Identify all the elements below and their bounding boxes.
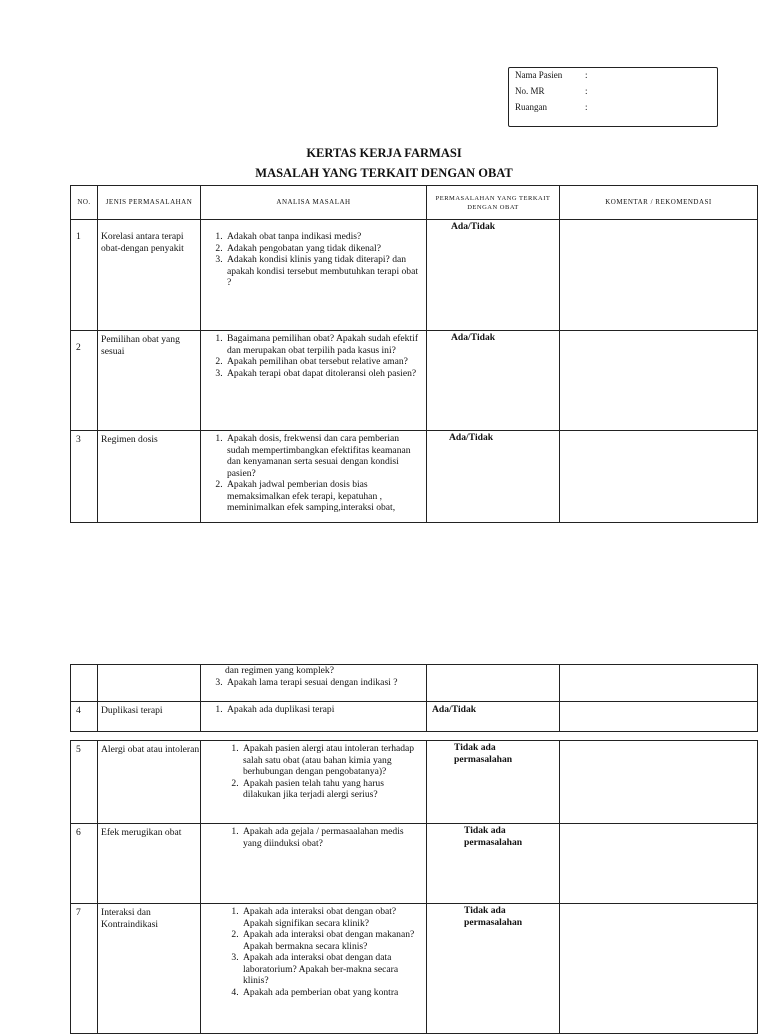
row-number: 1 bbox=[71, 220, 98, 331]
row-number: 7 bbox=[71, 904, 98, 1034]
comment-cell[interactable] bbox=[560, 741, 758, 824]
row-jenis: Efek merugikan obat bbox=[98, 824, 201, 904]
row-status-cell bbox=[427, 702, 560, 732]
patient-name-label: Nama Pasien bbox=[515, 70, 563, 80]
comment-cell[interactable] bbox=[560, 220, 758, 331]
comment-cell[interactable] bbox=[560, 331, 758, 431]
analisa-item: 1. Bagaimana pemilihan obat? Apakah sudah efektif dan merupakan obat terpilih pada kasus ini? bbox=[225, 333, 422, 356]
medical-record-row bbox=[515, 86, 588, 96]
header-jenis: JENIS PERMASALAHAN bbox=[98, 186, 201, 220]
comment-cell[interactable] bbox=[560, 824, 758, 904]
analisa-item: 3. Apakah terapi obat dapat ditoleransi oleh pasien? bbox=[225, 368, 422, 380]
analisa-item: 2. Apakah jadwal pemberian dosis bias memaksimalkan efek terapi, kepatuhan , meminimalkan efek samping,interaksi obat, bbox=[225, 479, 422, 514]
room-row bbox=[515, 102, 588, 112]
row-status-cell bbox=[427, 331, 560, 431]
status-text: Tidak ada permasalahan bbox=[464, 905, 523, 928]
row-jenis: Alergi obat atau intoleran bbox=[98, 741, 201, 824]
header-no: NO. bbox=[71, 186, 98, 220]
worksheet-table-2 bbox=[70, 664, 758, 732]
row-jenis: Interaksi dan Kontraindikasi bbox=[98, 904, 201, 1034]
analisa-item: 3. Apakah lama terapi sesuai dengan indikasi ? bbox=[225, 677, 422, 689]
row-status-cell bbox=[427, 824, 560, 904]
analisa-item: 1. Apakah ada gejala / permasaalahan medis yang diinduksi obat? bbox=[241, 826, 422, 849]
row-number: 4 bbox=[71, 702, 98, 732]
empty-cell bbox=[427, 665, 560, 702]
analisa-item: 2. Apakah pemilihan obat tersebut relative aman? bbox=[225, 356, 422, 368]
row-status-cell bbox=[427, 220, 560, 331]
analisa-item: 2. Apakah ada interaksi obat dengan makanan? Apakah bermakna secara klinis? bbox=[241, 929, 422, 952]
row-analisa bbox=[201, 824, 427, 904]
medical-record-value: : bbox=[585, 86, 588, 96]
table-row bbox=[71, 431, 758, 523]
table-row bbox=[71, 702, 758, 732]
comment-cell[interactable] bbox=[560, 702, 758, 732]
empty-cell bbox=[71, 665, 98, 702]
room-value: : bbox=[585, 102, 588, 112]
table-row bbox=[71, 220, 758, 331]
row-jenis: Korelasi antara terapi obat-dengan penyakit bbox=[98, 220, 201, 331]
analisa-item: 1. Apakah dosis, frekwensi dan cara pemberian sudah mempertimbangkan efektifitas keamanan dan kenyamanan serta sesuai dengan kondisi pasien? bbox=[225, 433, 422, 479]
analisa-item: 1. Adakah obat tanpa indikasi medis? bbox=[225, 231, 422, 243]
patient-name-value: : bbox=[585, 70, 588, 80]
worksheet-table-1 bbox=[70, 185, 758, 523]
analisa-item: 1. Apakah ada duplikasi terapi bbox=[225, 704, 422, 716]
header-row bbox=[71, 186, 758, 220]
worksheet-table-3 bbox=[70, 740, 758, 1034]
row-number: 3 bbox=[71, 431, 98, 523]
row-status-cell bbox=[427, 431, 560, 523]
row-analisa bbox=[201, 904, 427, 1034]
row-analisa bbox=[201, 431, 427, 523]
header-permasalahan: PERMASALAHAN YANG TERKAIT DENGAN OBAT bbox=[427, 186, 560, 220]
row-jenis: Regimen dosis bbox=[98, 431, 201, 523]
status-text: Tidak ada permasalahan bbox=[464, 825, 523, 848]
status-text: Ada/Tidak bbox=[451, 332, 496, 343]
analisa-item: 2. Apakah pasien telah tahu yang harus dilakukan jika terjadi alergi serius? bbox=[241, 778, 422, 801]
analisa-item: 1. Apakah ada interaksi obat dengan obat? Apakah signifikan secara klinik? bbox=[241, 906, 422, 929]
row-number: 5 bbox=[71, 741, 98, 824]
document-title: KERTAS KERJA FARMASI bbox=[306, 146, 462, 160]
table-row bbox=[71, 824, 758, 904]
analisa-item: 1. Apakah pasien alergi atau intoleran terhadap salah satu obat (atau bahan kimia yang berhubungan dengan pengobatanya)? bbox=[241, 743, 422, 778]
comment-cell[interactable] bbox=[560, 665, 758, 702]
status-text: Tidak ada permasalahan bbox=[454, 742, 513, 765]
table-row bbox=[71, 331, 758, 431]
header-analisa: ANALISA MASALAH bbox=[201, 186, 427, 220]
row-analisa bbox=[201, 702, 427, 732]
analisa-item: 3. Adakah kondisi klinis yang tidak diterapi? dan apakah kondisi tersebut membutuhkan terapi obat ? bbox=[225, 254, 422, 289]
analisa-item: 2. Adakah pengobatan yang tidak dikenal? bbox=[225, 243, 422, 255]
row-analisa bbox=[201, 220, 427, 331]
status-text: Ada/Tidak bbox=[451, 221, 496, 232]
patient-name-row bbox=[515, 70, 588, 80]
table-row bbox=[71, 741, 758, 824]
document-subtitle: MASALAH YANG TERKAIT DENGAN OBAT bbox=[255, 166, 513, 180]
status-text: Ada/Tidak bbox=[449, 432, 494, 443]
status-text: Ada/Tidak bbox=[432, 704, 477, 715]
empty-cell bbox=[98, 665, 201, 702]
row-jenis: Duplikasi terapi bbox=[98, 702, 201, 732]
table-row bbox=[71, 904, 758, 1034]
medical-record-label: No. MR bbox=[515, 86, 545, 96]
patient-info-box bbox=[508, 67, 718, 127]
row-analisa bbox=[201, 665, 427, 702]
row-status-cell bbox=[427, 741, 560, 824]
comment-cell[interactable] bbox=[560, 904, 758, 1034]
row-analisa bbox=[201, 741, 427, 824]
row-number: 2 bbox=[71, 331, 98, 431]
row-number: 6 bbox=[71, 824, 98, 904]
row-status-cell bbox=[427, 904, 560, 1034]
room-label: Ruangan bbox=[515, 102, 547, 112]
continuation-text: dan regimen yang komplek? bbox=[225, 665, 334, 676]
row-analisa bbox=[201, 331, 427, 431]
analisa-item: 3. Apakah ada interaksi obat dengan data laboratorium? Apakah ber-makna secara klinis? bbox=[241, 952, 422, 987]
continuation-row bbox=[71, 665, 758, 702]
row-jenis: Pemilihan obat yang sesuai bbox=[98, 331, 201, 431]
analisa-item: 4. Apakah ada pemberian obat yang kontra bbox=[241, 987, 422, 999]
header-komentar: KOMENTAR / REKOMENDASI bbox=[560, 186, 758, 220]
comment-cell[interactable] bbox=[560, 431, 758, 523]
